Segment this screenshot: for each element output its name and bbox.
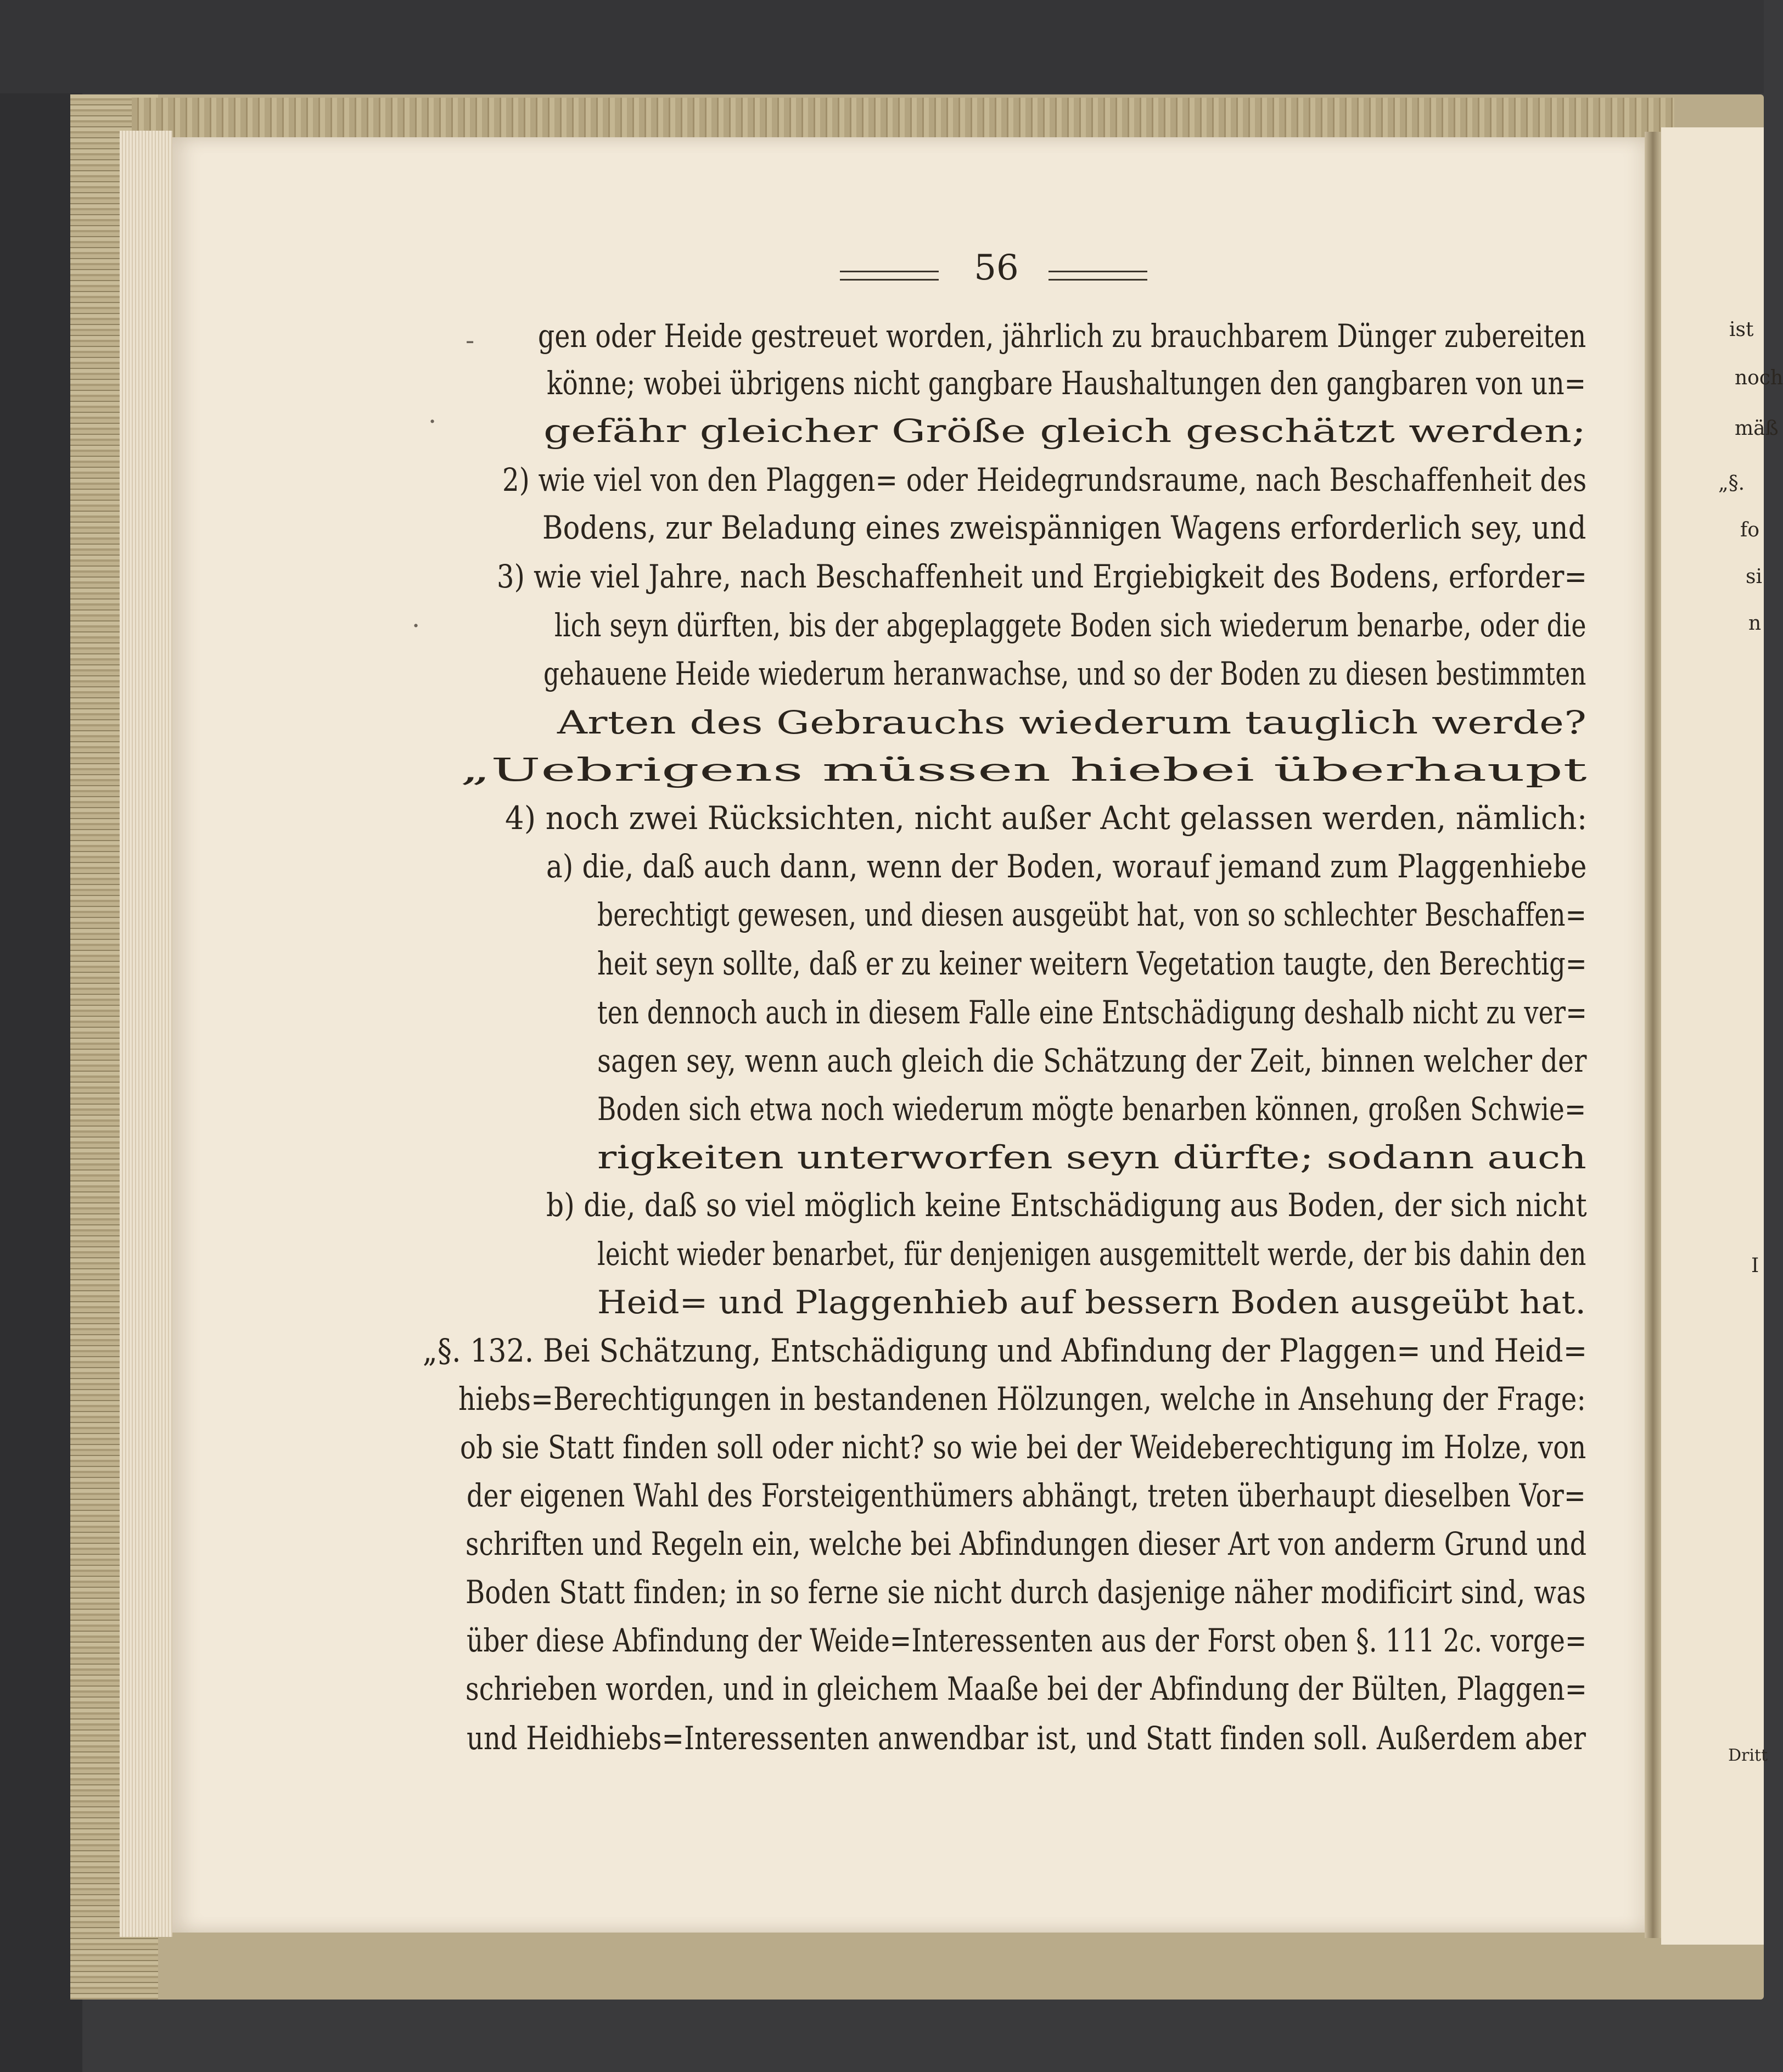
text-line: der eigenen Wahl des Forsteigenthümers abhängt, treten überhaupt dieselben Vor= bbox=[467, 1477, 1586, 1514]
text-line: 4) noch zwei Rücksichten, nicht außer Acht gelassen werden, nämlich: bbox=[505, 799, 1588, 837]
facing-page-fragment: fo bbox=[1740, 519, 1759, 541]
facing-page bbox=[1661, 127, 1764, 1945]
text-line: Arten des Gebrauchs wiederum tauglich werde? bbox=[557, 704, 1587, 741]
page-number: 56 bbox=[974, 248, 1019, 288]
text-line: „§. 132. Bei Schätzung, Entschädigung und Abfindung der Plaggen= und Heid= bbox=[423, 1332, 1588, 1369]
page-gutter bbox=[1645, 132, 1661, 1938]
header-rule-right bbox=[1049, 271, 1147, 281]
book-page bbox=[172, 137, 1649, 1933]
text-line: schriften und Regeln ein, welche bei Abfindungen dieser Art von anderm Grund und bbox=[466, 1525, 1587, 1563]
text-line: a) die, daß auch dann, wenn der Boden, worauf jemand zum Plaggenhiebe bbox=[546, 848, 1587, 885]
text-line: gehauene Heide wiederum heranwachse, und so der Boden zu diesen bestimmten bbox=[543, 655, 1586, 692]
text-line: ten dennoch auch in diesem Falle eine Entschädigung deshalb nicht zu ver= bbox=[597, 994, 1588, 1031]
text-line: sagen sey, wenn auch gleich die Schätzung der Zeit, binnen welcher der bbox=[597, 1042, 1587, 1079]
facing-page-fragment: ist bbox=[1729, 318, 1754, 341]
facing-page-fragment: Dritt bbox=[1728, 1746, 1768, 1765]
text-line: Heid= und Plaggenhieb auf bessern Boden ausgeübt hat. bbox=[597, 1284, 1586, 1321]
text-line: Boden Statt finden; in so ferne sie nicht durch dasjenige näher modificirt sind, was bbox=[466, 1573, 1586, 1611]
header-rule-left bbox=[840, 271, 939, 281]
text-line: leicht wieder benarbet, für denjenigen ausgemittelt werde, der bis dahin den bbox=[597, 1235, 1586, 1273]
facing-page-fragment: n bbox=[1748, 612, 1762, 635]
margin-mark: · bbox=[412, 611, 420, 641]
facing-page-fragment: mäß bbox=[1735, 417, 1779, 440]
text-line: lich seyn dürften, bis der abgeplaggete Boden sich wiederum benarbe, oder die bbox=[554, 607, 1586, 644]
text-line: könne; wobei übrigens nicht gangbare Haushaltungen den gangbaren von un= bbox=[547, 365, 1586, 402]
text-line: Boden sich etwa noch wiederum mögte benarben können, großen Schwie= bbox=[597, 1090, 1586, 1128]
text-line: b) die, daß so viel möglich keine Entschädigung aus Boden, der sich nicht bbox=[546, 1186, 1587, 1224]
margin-mark: - bbox=[466, 325, 475, 356]
text-line: schrieben worden, und in gleichem Maaße bei der Abfindung der Bülten, Plaggen= bbox=[466, 1670, 1587, 1707]
text-line: Bodens, zur Beladung eines zweispännigen Wagens erforderlich sey, und bbox=[542, 509, 1586, 546]
text-line: gefähr gleicher Größe gleich geschätzt werden; bbox=[543, 412, 1586, 450]
text-line: über diese Abfindung der Weide=Interessenten aus der Forst oben §. 111 2c. vorge= bbox=[467, 1622, 1587, 1659]
facing-page-fragment: noch bbox=[1735, 367, 1783, 389]
text-line: heit seyn sollte, daß er zu keiner weitern Vegetation taugte, den Berechtig= bbox=[597, 945, 1587, 982]
text-line: 3) wie viel Jahre, nach Beschaffenheit und Ergiebigkeit des Bodens, erforder= bbox=[497, 558, 1588, 595]
facing-page-fragment: „§. bbox=[1718, 472, 1745, 495]
text-line: berechtigt gewesen, und diesen ausgeübt hat, von so schlechter Beschaffen= bbox=[597, 896, 1586, 933]
margin-mark: · bbox=[428, 406, 437, 437]
facing-page-fragment: I bbox=[1751, 1255, 1759, 1277]
page-stack-edge bbox=[120, 131, 172, 1937]
book-top-edge bbox=[132, 98, 1674, 139]
facing-page-fragment: si bbox=[1746, 565, 1762, 588]
backdrop-top bbox=[0, 0, 1764, 93]
text-line: gen oder Heide gestreuet worden, jährlich zu brauchbarem Dünger zubereiten bbox=[538, 317, 1586, 355]
text-line: und Heidhiebs=Interessenten anwendbar ist, und Statt finden soll. Außerdem aber bbox=[467, 1720, 1586, 1757]
page-header bbox=[840, 250, 1158, 299]
text-line: rigkeiten unterworfen seyn dürfte; sodann auch bbox=[597, 1139, 1587, 1176]
text-line: ob sie Statt finden soll oder nicht? so wie bei der Weideberechtigung im Holze, von bbox=[460, 1429, 1586, 1466]
text-line: hiebs=Berechtigungen in bestandenen Hölzungen, welche in Ansehung der Frage: bbox=[458, 1380, 1586, 1418]
text-line: 2) wie viel von den Plaggen= oder Heidegrundsraume, nach Beschaffenheit des bbox=[502, 461, 1587, 499]
text-line: „Uebrigens müssen hiebei überhaupt bbox=[460, 751, 1588, 788]
